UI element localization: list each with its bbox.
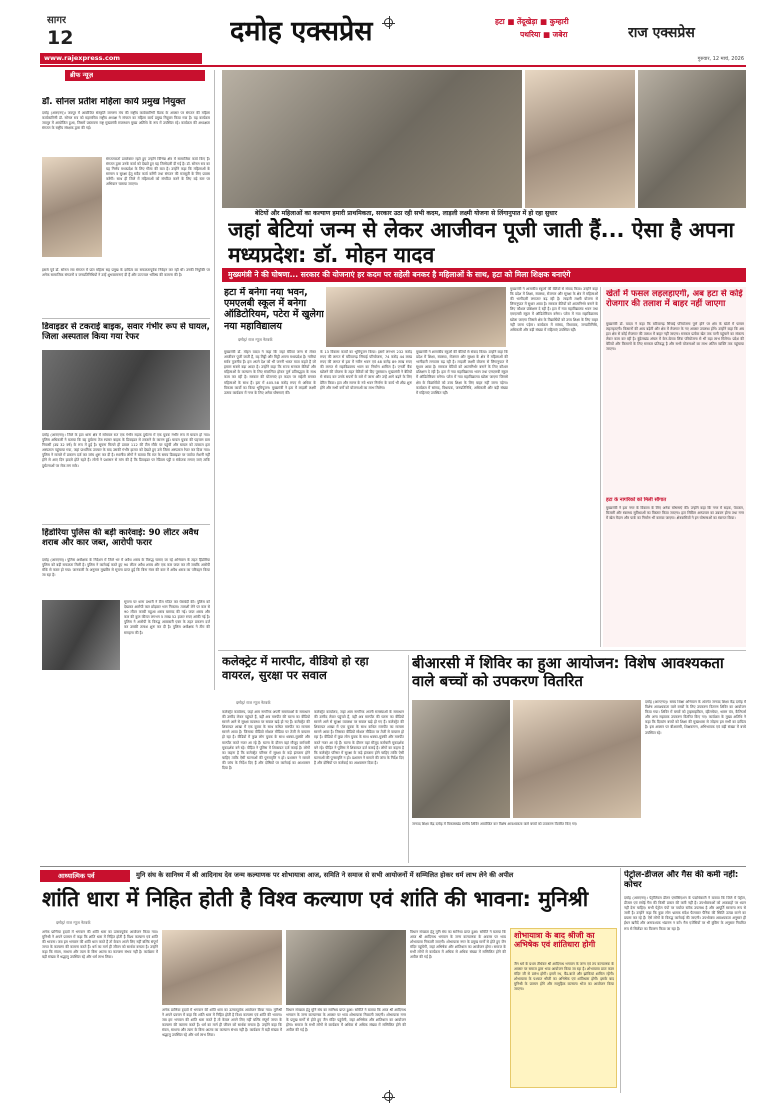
brc-headline: बीआरसी में शिविर का हुआ आयोजन: विशेष आवश्यकता वाले बच्चों को उपकरण वितरित — [412, 655, 724, 690]
brief-para-3: इससे पूर्व डॉ. सोनल राव संगठन में प्रांत महिला सह प्रमुख के दायित्व का सफलतापूर्वक निर्वहन कर रही थीं। उनकी नियुक्ति पर अनेक सामाजिक संगठनों व जनप्रतिनिधियों ने उन्हें शुभकामनाएं दी हैं और उज्ज्वल भविष्य की कामना की है। — [42, 268, 210, 278]
religion-label: आध्यात्मिक पर्व — [58, 872, 95, 880]
police-headline: हिंडोरिया पुलिस की बड़ी कार्रवाई: 90 लीटर अवैध शराब और कार जब्त, आरोपी फरार — [42, 528, 199, 549]
brc-photo-2 — [513, 700, 641, 818]
lead-photo-4 — [326, 287, 506, 347]
column-rule — [600, 287, 601, 647]
bike-photo — [42, 350, 210, 430]
nav-item[interactable]: पथरिया — [520, 30, 541, 39]
page-number: 12 — [47, 27, 74, 49]
nav-item[interactable]: जबेरा — [552, 30, 568, 39]
header-rule — [40, 65, 746, 67]
petrol-body: दमोह (आरएनए)। पेट्रोलियम डीलर एसोसिएशन के पदाधिकारी ने बताया कि जिले में पेट्रोल, डीजल एवं रसोई गैस की किसी प्रकार की कमी नहीं है। उपभोक्ताओं को अफवाहों पर ध्यान नहीं देना चाहिए। सभी पेट्रोल पंपों पर पर्याप्त स्टॉक उपलब्ध है और आपूर्ति सामान्य रूप से जारी है। उन्होंने कहा कि कुछ लोग भ्रामक संदेश फैलाकर पैनिक की स्थिति उत्पन्न करने का प्रयास कर रहे हैं। ऐसे लोगों के विरुद्ध कार्रवाई की जाएगी। उपभोक्ता आवश्यकता अनुसार ही ईंधन खरीदें और अनावश्यक भंडारण न करें। गैस एजेंसियों पर भी बुकिंग के अनुसार नियमित रूप से सिलेंडर का वितरण किया जा रहा है। — [624, 896, 746, 931]
religion-body-3: विधान संपन्नता हेतु मुनि संघ का सानिध्य प्राप्त हुआ। समिति ने बताया कि आज श्री आदिनाथ भगवान के जन्म कल्याणक के अवसर पर भव्य शोभायात्रा निकाली जाएगी। शोभायात्रा नगर के प्रमुख मार्गों से होते हुए जैन मंदिर पहुंचेगी, जहां अभिषेक और शांतिधारा का आयोजन होगा। समाज के सभी लोगों से कार्यक्रम में अधिक से अधिक संख्या में सम्मिलित होने की अपील की गई है। — [286, 1008, 406, 1033]
lead-photo-3 — [638, 70, 746, 208]
brc-body: दमोह (आरएनए)। समग्र शिक्षा अभियान के अंतर्गत जनपद शिक्षा केंद्र दमोह में विशेष आवश्यकता वाले बच्चों के लिए उपकरण वितरण शिविर का आयोजन किया गया। शिविर में बच्चों को ट्राइसाइकिल, व्हीलचेयर, श्रवण यंत्र, कैलिपर्स और अन्य सहायक उपकरण वितरित किए गए। कार्यक्रम के मुख्य अतिथि ने कहा कि दिव्यांग बच्चों को शिक्षा की मुख्यधारा से जोड़ना हम सभी का दायित्व है। इस अवसर पर बीआरसी, शिक्षकगण, अभिभावक एवं बड़ी संख्या में बच्चे उपस्थित रहे। — [645, 700, 746, 735]
nav-item[interactable]: तेंदूखेड़ा — [517, 17, 538, 26]
bike-headline: डिवाइडर से टकराई बाइक, सवार गंभीर रूप से घायल, जिला अस्पताल किया गया रेफर — [42, 322, 210, 343]
petrol-headline: पेट्रोल-डीजल और गैस की कमी नहीं: कोचर — [624, 870, 739, 891]
lead-photo-main — [222, 70, 522, 208]
nav-row-2: पथरिया ■ जबेरा — [520, 30, 568, 39]
brief-para-1: दमोह (आरएनए)। जयपुर में आयोजित संस्कृति जागरण मंच की राष्ट्रीय कार्यकारिणी बैठक के अवसर पर संगठन की महिला कार्यकारिणी डॉ. सोनल राव को महासचिव राष्ट्रीय अध्यक्ष ने संगठन का महिला कार्य प्रमुख नियुक्त किया गया है। यह कार्यक्रम जयपुर में आयोजित हुआ, जिसमें प्रस्तावना राष्ट्र मुख्यमंत्री राजस्थान मुख्य अतिथि के रूप में उपस्थित रहे। कार्यक्रम की अध्यक्षता संगठन के राष्ट्रीय संरक्षक द्वारा की गई। — [42, 111, 210, 131]
nav-row-1: हटा ■ तेंदूखेड़ा ■ कुम्हारी — [495, 17, 569, 26]
lead-side-headline: हटा में बनेगा नया भवन, एमएलबी स्कूल में बनेगा ऑडिटोरियम, पटेरा में खुलेगा नया महाविद्यालय — [224, 287, 324, 332]
religion-box-body: जैन धर्म के प्रथम तीर्थंकर श्री आदिनाथ भगवान के जन्म एवं तप कल्याणक के अवसर पर समाज द्वारा भव्य आयोजन किया जा रहा है। शोभायात्रा प्रातः काल मंदिर जी से प्रारंभ होगी। इसमें रथ, बैंड-बाजे और झांकियां शामिल रहेंगी। शोभायात्रा के पश्चात श्रीजी का अभिषेक एवं शांतिधारा होगी। इसके बाद मुनिश्री के प्रवचन होंगे और सामूहिक वात्सल्य भोज का आयोजन किया जाएगा। — [514, 962, 614, 992]
brc-photo-1 — [412, 700, 510, 818]
lead-col-1: मुख्यमंत्री डॉ. मोहन यादव ने कहा कि जहां बेटियां जन्म से लेकर आजीवन पूजी जाती हैं, वह मिट्टी और मिट्टी अपना मध्यप्रदेश है। नारियां सर्वत्र पूजनीय हैं। हम अपने देश को भी जननी भारत माता कहते हैं जो हमारा सबसे बड़ा आदर है। उन्होंने कहा कि राज्य सरकार बेटियों और महिलाओं के कल्याण के लिए संकल्पित होकर पूर्ण प्रतिबद्धता के साथ काम कर रही है। सरकार की योजनाएं हर कदम पर सहेली बनकर महिलाओं के साथ हैं। हटा में 405.58 करोड़ रुपए से अधिक के विकास कार्यों का किया भूमिपूजन। मुख्यमंत्री ने हटा में लाड़ली लक्ष्मी उत्सव कार्यक्रम में नगर के लिए अनेक घोषणाएं कीं। — [224, 350, 316, 395]
lead-strap: मुख्यमंत्री ने की घोषणा... सरकार की योजनाएं हर कदम पर सहेली बनकर है महिलाओं के साथ, हटा को मिला शिक्षक बनाएंगे — [228, 270, 571, 279]
brc-caption: जनपद शिक्षा केंद्र दमोह में विकासखंड स्तरीय शिविर आयोजित कर विशेष आवश्यकता वाले बच्चों को उपकरण वितरित किए गए। — [412, 822, 578, 826]
farm-sub: हटा के नागरिकों को मिली सौगात — [606, 497, 667, 503]
police-body-1: दमोह (आरएनए)। पुलिस अधीक्षक के निर्देशन में जिले भर में अवैध शराब के विरुद्ध चलाए जा रहे अभियान के तहत हिंडोरिया पुलिस को बड़ी सफलता मिली है। पुलिस ने कार्रवाई करते हुए 90 लीटर अवैध शराब और एक कार जब्त कर ली जबकि आरोपी मौके से फरार हो गया। जानकारी के अनुसार मुखबिर से सूचना प्राप्त हुई कि बिना नंबर की कार में अवैध शराब का परिवहन किया जा रहा है। — [42, 558, 210, 578]
nav-item[interactable]: हटा — [495, 17, 505, 26]
lead-headline: जहां बेटियां जन्म से लेकर आजीवन पूजी जाती हैं... ऐसा है अपना मध्यप्रदेश: डॉ. मोहन यादव — [228, 218, 734, 267]
column-rule — [214, 70, 215, 690]
bike-body: दमोह (आरएनए)। जिले के हटा थाना क्षेत्र में सोमवार रात एक गंभीर सड़क दुर्घटना में एक युवक गंभीर रूप से घायल हो गया। पुलिस अधिकारी ने बताया कि यह दुर्घटना तेज रफ्तार बाइक के डिवाइडर से टकराने के कारण हुई। घायल युवक की पहचान ग्राम निवासी (उम्र 32 वर्ष) के रूप में हुई है। सूचना मिलते ही डायल 112 की टीम मौके पर पहुंची और घायल को तत्काल हटा अस्पताल पहुंचाया गया, जहां प्राथमिक उपचार के बाद उसकी गंभीर हालत को देखते हुए उसे जिला अस्पताल रेफर कर दिया गया। पुलिस ने मामले में प्रकरण दर्ज कर जांच शुरू कर दी है। स्थानीय लोगों ने बताया कि रात के समय डिवाइडर पर पर्याप्त रोशनी नहीं होने से आए दिन हादसे होते रहते हैं। लोगों ने प्रशासन से मांग की है कि डिवाइडर पर रेडियम पट्टी व संकेतक लगाए जाएं ताकि दुर्घटनाओं पर रोक लग सके। — [42, 433, 210, 468]
lead-col-3: मुख्यमंत्री ने शासकीय स्कूलों की बेटियों से संवाद किया। उन्होंने कहा कि प्रदेश में शिक्षा, स्वास्थ्य, रोजगार और सुरक्षा के क्षेत्र में महिलाओं की भागीदारी लगातार बढ़ रही है। लाड़ली लक्ष्मी योजना से लिंगानुपात में सुधार आया है। सरकार बेटियों को आत्मनिर्भर बनाने के लिए कौशल प्रशिक्षण दे रही है। हटा में नया महाविद्यालय भवन तथा एमएलबी स्कूल में ऑडिटोरियम बनेगा। पटेरा में नया महाविद्यालय खोला जाएगा जिससे क्षेत्र के विद्यार्थियों को उच्च शिक्षा के लिए बाहर नहीं जाना पड़ेगा। कार्यक्रम में सांसद, विधायक, जनप्रतिनिधि, अधिकारी और बड़ी संख्या में महिलाएं उपस्थित रहीं। — [416, 350, 508, 395]
collectorate-headline: कलेक्ट्रेट में मारपीट, वीडियो हो रहा वायरल, सुरक्षा पर सवाल — [222, 655, 369, 682]
police-body-2: सूचना पर थाना प्रभारी ने टीम गठित कर घेराबंदी की। पुलिस को देखकर आरोपी कार छोड़कर भाग निकला। तलाशी लेने पर कार से 90 लीटर कच्ची महुआ शराब बरामद की गई। जब्त शराब और कार की कुल कीमत लगभग 5 लाख 52 हजार रुपए आंकी गई है। पुलिस ने आरोपी के विरुद्ध आबकारी एक्ट के तहत प्रकरण दर्ज कर उसकी तलाश शुरू कर दी है। पुलिस अधीक्षक ने टीम की सराहना की है। — [124, 600, 210, 635]
brand-logo: राज एक्सप्रेस — [628, 25, 695, 41]
religion-body-1: अनेक प्राणिया हृदयों में भगवान की शांति धारा का उत्सवपूर्वक आयोजन किया गया। मुनिश्री ने अपने प्रवचन में कहा कि शांति धारा में निहित होती है विश्व कल्याण एवं शांति की भावना। जब हम भगवान की शांति धारा करते हैं तो केवल अपने लिए नहीं बल्कि संपूर्ण जगत के कल्याण की कामना करते हैं। धर्म का मार्ग ही जीवन को सार्थक बनाता है। उन्होंने कहा कि संयम, साधना और त्याग के बिना आत्मा का कल्याण संभव नहीं है। कार्यक्रम में बड़ी संख्या में श्रद्धालु उपस्थित रहे और धर्म लाभ लिया। — [42, 930, 158, 960]
collectorate-body-2: कलेक्ट्रेट कार्यालय, जहां आम नागरिक अपनी समस्याओं के समाधान की उम्मीद लेकर पहुंचते हैं, वहीं अब मारपीट की घटना का वीडियो सामने आने से सुरक्षा व्यवस्था पर सवाल खड़े हो गए हैं। कलेक्ट्रेट की शिकायत शाखा में एक युवक के साथ कथित मारपीट का मामला सामने आया है। जिसका वीडियो सोशल मीडिया पर तेजी से वायरल हो रहा है। वीडियो में कुछ लोग युवक के साथ धक्का-मुक्की और मारपीट करते नजर आ रहे हैं। घटना के दौरान वहां मौजूद कर्मचारी मूकदर्शक बने रहे। पीड़ित ने पुलिस में शिकायत दर्ज कराई है। लोगों का कहना है कि कलेक्ट्रेट परिसर में सुरक्षा के कड़े इंतजाम होने चाहिए ताकि ऐसी घटनाओं की पुनरावृत्ति न हो। प्रशासन ने मामले की जांच के निर्देश दिए हैं और दोषियों पर कार्रवाई का आश्वासन दिया है। — [314, 710, 404, 765]
website-link[interactable]: www.rajexpress.com — [44, 54, 121, 62]
farm-headline: खेतों में फसल लहलहाएगी, अब हटा से कोई रोजगार की तलाश में बाहर नहीं जाएगा — [606, 289, 743, 310]
nav-item[interactable]: कुम्हारी — [549, 17, 569, 26]
religion-photo-2 — [286, 930, 406, 1005]
farm-body: मुख्यमंत्री डॉ. यादव ने कहा कि बटियागढ़ सिंचाई परियोजना पूर्ण होने पर क्षेत्र के खेतों में फसल लहलहाएगी। किसानों की आय बढ़ेगी और क्षेत्र में रोजगार के नए अवसर उपलब्ध होंगे। उन्होंने कहा कि अब हटा क्षेत्र से कोई रोजगार की तलाश में बाहर नहीं जाएगा। सरकार प्रत्येक खेत तक पानी पहुंचाने का संकल्प लेकर काम कर रही है। बुंदेलखंड अंचल में केन-बेतवा लिंक परियोजना से भी बड़ा लाभ मिलेगा। प्रदेश की बेटियों और किसानों के लिए सरकार प्रतिबद्ध है और सभी योजनाओं का लाभ अंतिम व्यक्ति तक पहुंचाया जाएगा। — [606, 322, 744, 352]
collectorate-byline: दमोह/ राज न्यूज नेटवर्क — [236, 700, 271, 705]
column-rule — [408, 655, 409, 863]
divider — [40, 866, 746, 867]
religion-box-headline: शोभायात्रा के बाद श्रीजी का अभिषेक एवं शांतिधारा होगी — [514, 931, 596, 950]
issue-date: गुरुवार, 12 मार्च, 2026 — [697, 56, 744, 62]
divider — [42, 524, 210, 525]
lead-photo-caption: बेटियों और महिलाओं का कल्याण हमारी प्राथमिकता, सरकार उठा रही सभी कदम, लाड़ली लक्ष्मी योजना से लिंगानुपात में हो रहा सुधार — [255, 210, 558, 217]
religion-byline: दमोह/ राज न्यूज नेटवर्क — [56, 920, 91, 925]
column-rule — [620, 868, 621, 1093]
religion-photo-1 — [162, 930, 282, 1005]
religion-body-2: अनेक प्राणिया हृदयों में भगवान की शांति धारा का उत्सवपूर्वक आयोजन किया गया। मुनिश्री ने अपने प्रवचन में कहा कि शांति धारा में निहित होती है विश्व कल्याण एवं शांति की भावना। जब हम भगवान की शांति धारा करते हैं तो केवल अपने लिए नहीं बल्कि संपूर्ण जगत के कल्याण की कामना करते हैं। धर्म का मार्ग ही जीवन को सार्थक बनाता है। उन्होंने कहा कि संयम, साधना और त्याग के बिना आत्मा का कल्याण संभव नहीं है। कार्यक्रम में बड़ी संख्या में श्रद्धालु उपस्थित रहे और धर्म लाभ लिया। — [162, 1008, 282, 1038]
brief-headline: डॉ. सोनल प्रतीश महिला कार्य प्रमुख नियुक्त — [42, 97, 186, 107]
brief-portrait — [42, 157, 102, 257]
brief-label: ब्रीफ न्यूज़ — [70, 71, 94, 79]
collectorate-body-1: कलेक्ट्रेट कार्यालय, जहां आम नागरिक अपनी समस्याओं के समाधान की उम्मीद लेकर पहुंचते हैं, वहीं अब मारपीट की घटना का वीडियो सामने आने से सुरक्षा व्यवस्था पर सवाल खड़े हो गए हैं। कलेक्ट्रेट की शिकायत शाखा में एक युवक के साथ कथित मारपीट का मामला सामने आया है। जिसका वीडियो सोशल मीडिया पर तेजी से वायरल हो रहा है। वीडियो में कुछ लोग युवक के साथ धक्का-मुक्की और मारपीट करते नजर आ रहे हैं। घटना के दौरान वहां मौजूद कर्मचारी मूकदर्शक बने रहे। पीड़ित ने पुलिस में शिकायत दर्ज कराई है। लोगों का कहना है कि कलेक्ट्रेट परिसर में सुरक्षा के कड़े इंतजाम होने चाहिए ताकि ऐसी घटनाओं की पुनरावृत्ति न हो। प्रशासन ने मामले की जांच के निर्देश दिए हैं और दोषियों पर कार्रवाई का आश्वासन दिया है। — [222, 710, 310, 771]
city-label: सागर — [47, 15, 67, 26]
religion-kicker: मुनि संघ के सानिध्य में श्री आदिनाथ देव जन्म कल्याणक पर शोभायात्रा आज, समिति ने समाज से सभी आयोजनों में सम्मिलित होकर धर्म लाभ लेने की अपील — [136, 871, 514, 879]
brief-para-2: संगठनकर्ता डायरेक्टर रहते हुए उन्होंने विभिन्न क्षेत्र में सामाजिक कार्य किए हैं। संगठन द्वारा उनके कार्य को देखते हुए यह जिम्मेदारी दी गई है। डॉ. सोनल राव का यह निर्णय मध्यप्रदेश के लिए गौरव की बात है। उन्होंने कहा कि महिलाओं के सम्मान व सुरक्षा हेतु सदैव कार्य करेंगी तथा संगठन की मजबूती के लिए प्रयास करेंगी। साथ ही जिले में महिलाओं को संगठित करने के लिए बड़े स्तर पर अभियान चलाया जाएगा। — [106, 157, 210, 187]
religion-headline: शांति धारा में निहित होती है विश्व कल्याण एवं शांति की भावना: मुनिश्री — [42, 887, 589, 911]
farm-body-2: मुख्यमंत्री ने हटा नगर के विकास के लिए अनेक घोषणाएं कीं। उन्होंने कहा कि नगर में सड़क, पेयजल, बिजली और स्वास्थ्य सुविधाओं का विस्तार किया जाएगा। हटा सिविल अस्पताल का उन्नयन होगा तथा नगर में खेल मैदान और पार्क का निर्माण भी कराया जाएगा। क्षेत्रवासियों ने इन घोषणाओं का स्वागत किया। — [606, 506, 744, 521]
lead-byline: दमोह/ राज न्यूज नेटवर्क — [238, 337, 273, 342]
registration-mark-bottom — [384, 1092, 393, 1101]
paper-title: दमोह एक्सप्रेस — [230, 16, 373, 47]
lead-col-2: के 13 विकास कार्यों का भूमिपूजन किया। इसमें लगभग 232 करोड़ रुपए की लागत से बटियागढ़ सिंचाई परियोजना, 74 करोड़ 44 लाख रुपए की लागत से हटा में नवीन भवन एवं 48 करोड़ 89 लाख रुपए की लागत से महाविद्यालय भवन का निर्माण शामिल है। एनर्जी बैंक खोलने की योजना के तहत बेटियों को दिए पुरस्कार। मुख्यमंत्री ने बेटियों से संवाद कर उनके सपनों के बारे में जाना और उन्हें आगे बढ़ने के लिए प्रेरित किया। हटा और सागर के नये भवन निर्माण के कार्य भी शीघ्र शुरू होंगे और सभी वर्गों को योजनाओं का लाभ मिलेगा। — [320, 350, 412, 390]
lead-photo-2 — [525, 70, 635, 208]
divider — [218, 650, 746, 651]
divider — [42, 318, 210, 319]
police-photo — [42, 600, 120, 670]
religion-body-4: विधान संपन्नता हेतु मुनि संघ का सानिध्य प्राप्त हुआ। समिति ने बताया कि आज श्री आदिनाथ भगवान के जन्म कल्याणक के अवसर पर भव्य शोभायात्रा निकाली जाएगी। शोभायात्रा नगर के प्रमुख मार्गों से होते हुए जैन मंदिर पहुंचेगी, जहां अभिषेक और शांतिधारा का आयोजन होगा। समाज के सभी लोगों से कार्यक्रम में अधिक से अधिक संख्या में सम्मिलित होने की अपील की गई है। — [410, 930, 506, 960]
lead-col-4: मुख्यमंत्री ने शासकीय स्कूलों की बेटियों से संवाद किया। उन्होंने कहा कि प्रदेश में शिक्षा, स्वास्थ्य, रोजगार और सुरक्षा के क्षेत्र में महिलाओं की भागीदारी लगातार बढ़ रही है। लाड़ली लक्ष्मी योजना से लिंगानुपात में सुधार आया है। सरकार बेटियों को आत्मनिर्भर बनाने के लिए कौशल प्रशिक्षण दे रही है। हटा में नया महाविद्यालय भवन तथा एमएलबी स्कूल में ऑडिटोरियम बनेगा। पटेरा में नया महाविद्यालय खोला जाएगा जिससे क्षेत्र के विद्यार्थियों को उच्च शिक्षा के लिए बाहर नहीं जाना पड़ेगा। कार्यक्रम में सांसद, विधायक, जनप्रतिनिधि, अधिकारी और बड़ी संख्या में महिलाएं उपस्थित रहीं। — [510, 287, 598, 332]
